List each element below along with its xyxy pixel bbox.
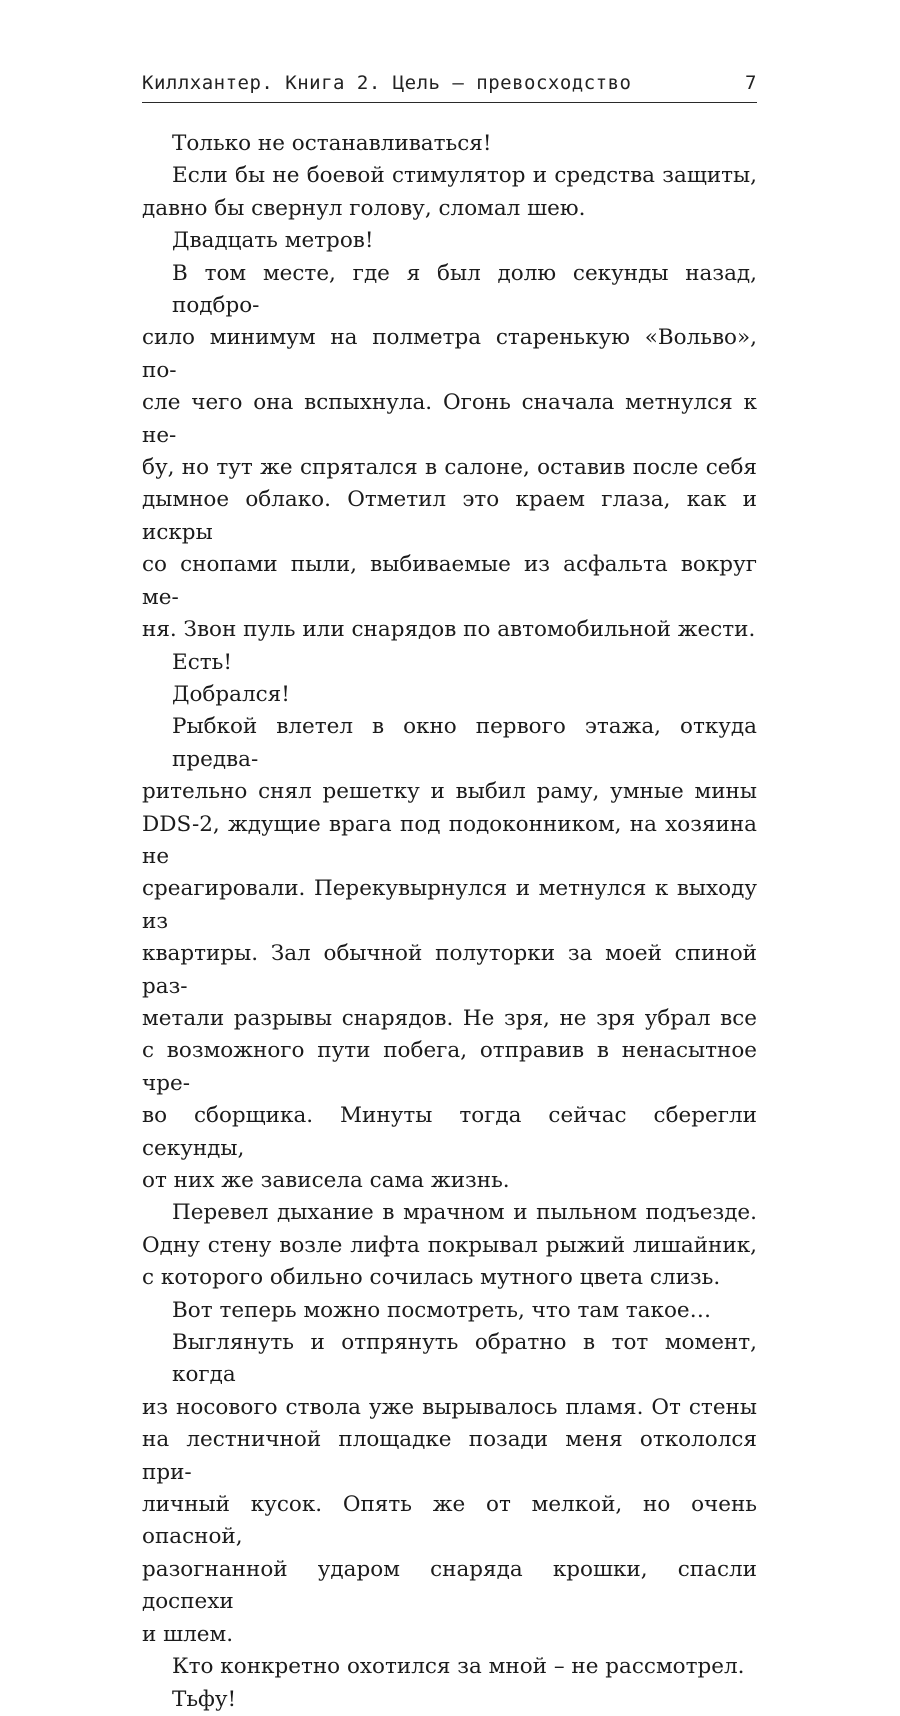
- text-line: ня. Звон пуль или снарядов по автомобильной жести.: [142, 617, 756, 643]
- text-line: с возможного пути побега, отправив в ненасытное чре-: [142, 1038, 757, 1096]
- paragraph: [142, 225, 757, 257]
- text-line: Если бы не боевой стимулятор и средства защиты,: [172, 163, 757, 189]
- paragraph: [142, 647, 757, 679]
- text-line: Рыбкой влетел в окно первого этажа, откуда предва-: [172, 714, 757, 772]
- text-line: Добрался!: [172, 681, 290, 707]
- text-line: личный кусок. Опять же от мелкой, но очень опасной,: [142, 1492, 757, 1550]
- text-line: и шлем.: [142, 1621, 234, 1647]
- text-line: от них же зависела сама жизнь.: [142, 1168, 510, 1193]
- text-line: давно бы свернул голову, сломал шею.: [142, 195, 586, 221]
- paragraph: [142, 1684, 757, 1716]
- text-line: бу, но тут же спрятался в салоне, оставив после себя: [142, 455, 757, 481]
- text-line: DDS-2, ждущие врага под подоконником, на хозяина не: [142, 811, 757, 869]
- paragraph: [142, 1327, 757, 1651]
- text-line: В том месте, где я был долю секунды назад, подбро-: [172, 260, 757, 319]
- paragraph: [142, 128, 757, 160]
- text-line: Только не останавливаться!: [172, 131, 492, 156]
- text-line: во сборщика. Минуты тогда сейчас сберегли секунды,: [142, 1103, 757, 1161]
- text-line: с которого обильно сочилась мутного цвета слизь.: [142, 1265, 721, 1291]
- paragraph: [142, 679, 757, 711]
- text-line: квартиры. Зал обычной полуторки за моей спиной раз-: [142, 941, 757, 999]
- paragraph: [142, 160, 757, 225]
- paragraph: [142, 1651, 757, 1683]
- paragraph: [142, 258, 757, 647]
- text-line: со снопами пыли, выбиваемые из асфальта вокруг ме-: [142, 552, 757, 610]
- paragraph: [142, 1295, 757, 1327]
- text-line: Перевел дыхание в мрачном и пыльном подъезде.: [172, 1200, 757, 1226]
- body-text: [142, 128, 757, 1716]
- text-line: сило минимум на полметра старенькую «Вольво», по-: [142, 325, 757, 383]
- text-line: Двадцать метров!: [172, 228, 374, 254]
- text-line: Одну стену возле лифта покрывал рыжий лишайник,: [142, 1232, 757, 1258]
- book-title: Киллхантер. Книга 2. Цель — превосходство: [142, 72, 632, 94]
- text-line: дымное облако. Отметил это краем глаза, как и искры: [142, 487, 757, 545]
- paragraph: [142, 1197, 757, 1294]
- text-line: метали разрывы снарядов. Не зря, не зря убрал все: [142, 1005, 757, 1031]
- text-line: Выглянуть и отпрянуть обратно в тот момент, когда: [172, 1330, 757, 1388]
- text-line: Кто конкретно охотился за мной – не рассмотрел.: [172, 1654, 745, 1680]
- running-header: [142, 66, 757, 103]
- text-line: среагировали. Перекувырнулся и метнулся к выходу из: [142, 876, 757, 934]
- text-line: Тьфу!: [172, 1686, 237, 1712]
- paragraph: [142, 711, 757, 1197]
- text-line: рительно снял решетку и выбил раму, умные мины: [142, 779, 757, 805]
- text-line: сле чего она вспыхнула. Огонь сначала метнулся к не-: [142, 390, 757, 448]
- text-line: Есть!: [172, 649, 232, 675]
- text-line: Вот теперь можно посмотреть, что там такое…: [172, 1297, 712, 1323]
- text-line: из носового ствола уже вырывалось пламя. От стены: [142, 1394, 757, 1420]
- text-line: на лестничной площадке позади меня откололся при-: [142, 1427, 757, 1485]
- text-line: разогнанной ударом снаряда крошки, спасли доспехи: [142, 1556, 757, 1615]
- page-number: 7: [745, 72, 757, 94]
